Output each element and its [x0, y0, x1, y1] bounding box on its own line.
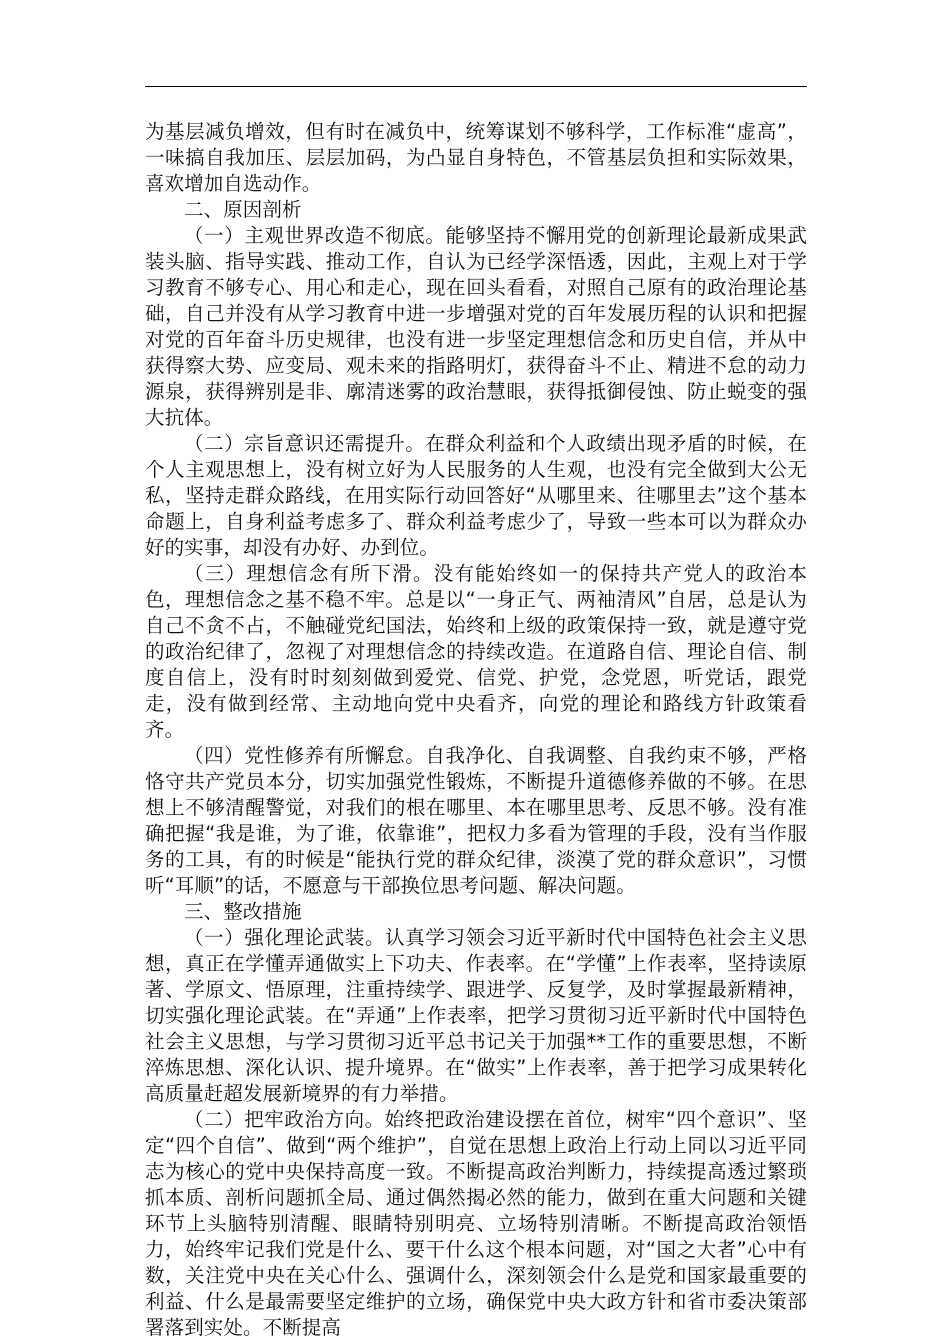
document-body	[145, 119, 807, 1341]
paragraph-measure-2: （二）把牢政治方向。始终把政治建设摆在首位，树牢“四个意识”、坚定“四个自信”、做到“两个维护”，自觉在思想上政治上行动上同以习近平同志为核心的党中央保持高度一致。不断提高政治判断力，持续提高透过繁琐抓本质、剖析问题抓全局、通过偶然揭必然的能力，做到在重大问题和关键环节上头脑特别清醒、眼睛特别明亮、立场特别清晰。不断提高政治领悟力，始终牢记我们党是什么、要干什么这个根本问题，对“国之大者”心中有数，关注党中央在关心什么、强调什么，深刻领会什么是党和国家最重要的利益、什么是最需要坚定维护的立场，确保党中央大政方针和省市委决策部署落到实处。不断提高	[145, 1108, 807, 1339]
paragraph-cause-1: （一）主观世界改造不彻底。能够坚持不懈用党的创新理论最新成果武装头脑、指导实践、推动工作，自认为已经学深悟透，因此，主观上对于学习教育不够专心、用心和走心，现在回头看看，对照自己原有的政治理论基础，自己并没有从学习教育中进一步增强对党的百年发展历程的认识和把握对党的百年奋斗历史规律，也没有进一步坚定理想信念和历史自信，并从中获得察大势、应变局、观未来的指路明灯，获得奋斗不止、精进不怠的动力源泉，获得辨别是非、廓清迷雾的政治慧眼，获得抵御侵蚀、防止蜕变的强大抗体。	[145, 224, 807, 429]
section-heading-cause-analysis: 二、原因剖析	[184, 198, 302, 221]
paragraph-cause-2: （二）宗旨意识还需提升。在群众利益和个人政绩出现矛盾的时候，在个人主观思想上，没有树立好为人民服务的人生观，也没有完全做到大公无私，坚持走群众路线，在用实际行动回答好“从哪里来、往哪里去”这个基本命题上，自身利益考虑多了、群众利益考虑少了，导致一些本可以为群众办好的实事，却没有办好、办到位。	[145, 432, 807, 559]
paragraph-measure-1: （一）强化理论武装。认真学习领会习近平新时代中国特色社会主义思想，真正在学懂弄通做实上下功夫、作表率。在“学懂”上作表率，坚持读原著、学原文、悟原理，注重持续学、跟进学、反复学，及时掌握最新精神，切实强化理论武装。在“弄通”上作表率，把学习贯彻习近平新时代中国特色社会主义思想，与学习贯彻习近平总书记关于加强**工作的重要思想，不断淬炼思想、深化认识、提升境界。在“做实”上作表率，善于把学习成果转化高质量赶超发展新境界的有力举措。	[145, 926, 807, 1105]
section-heading-rectification: 三、整改措施	[184, 900, 302, 923]
paragraph-cause-3: （三）理想信念有所下滑。没有能始终如一的保持共产党人的政治本色，理想信念之基不稳不牢。总是以“一身正气、两袖清风”自居，总是认为自己不贪不占，不触碰党纪国法，始终和上级的政策保持一致，就是遵守党的政治纪律了，忽视了对理想信念的持续改造。在道路自信、理论自信、制度自信上，没有时时刻刻做到爱党、信党、护党，念党恩，听党话，跟党走，没有做到经常、主动地向党中央看齐，向党的理论和路线方针政策看齐。	[145, 562, 807, 741]
header-rule	[145, 86, 807, 87]
paragraph-intro-continuation: 为基层减负增效，但有时在减负中，统筹谋划不够科学，工作标准“虚高”，一味搞自我加压、层层加码，为凸显自身特色，不管基层负担和实际效果，喜欢增加自选动作。	[145, 120, 807, 195]
paragraph-cause-4: （四）党性修养有所懈怠。自我净化、自我调整、自我约束不够，严格恪守共产党员本分，切实加强党性锻炼，不断提升道德修养做的不够。在思想上不够清醒警觉，对我们的根在哪里、本在哪里思考、反思不够。没有准确把握“我是谁，为了谁，依靠谁”，把权力多看为管理的手段，没有当作服务的工具，有的时候是“能执行党的群众纪律，淡漠了党的群众意识”，习惯听“耳顺”的话，不愿意与干部换位思考问题、解决问题。	[145, 744, 807, 897]
